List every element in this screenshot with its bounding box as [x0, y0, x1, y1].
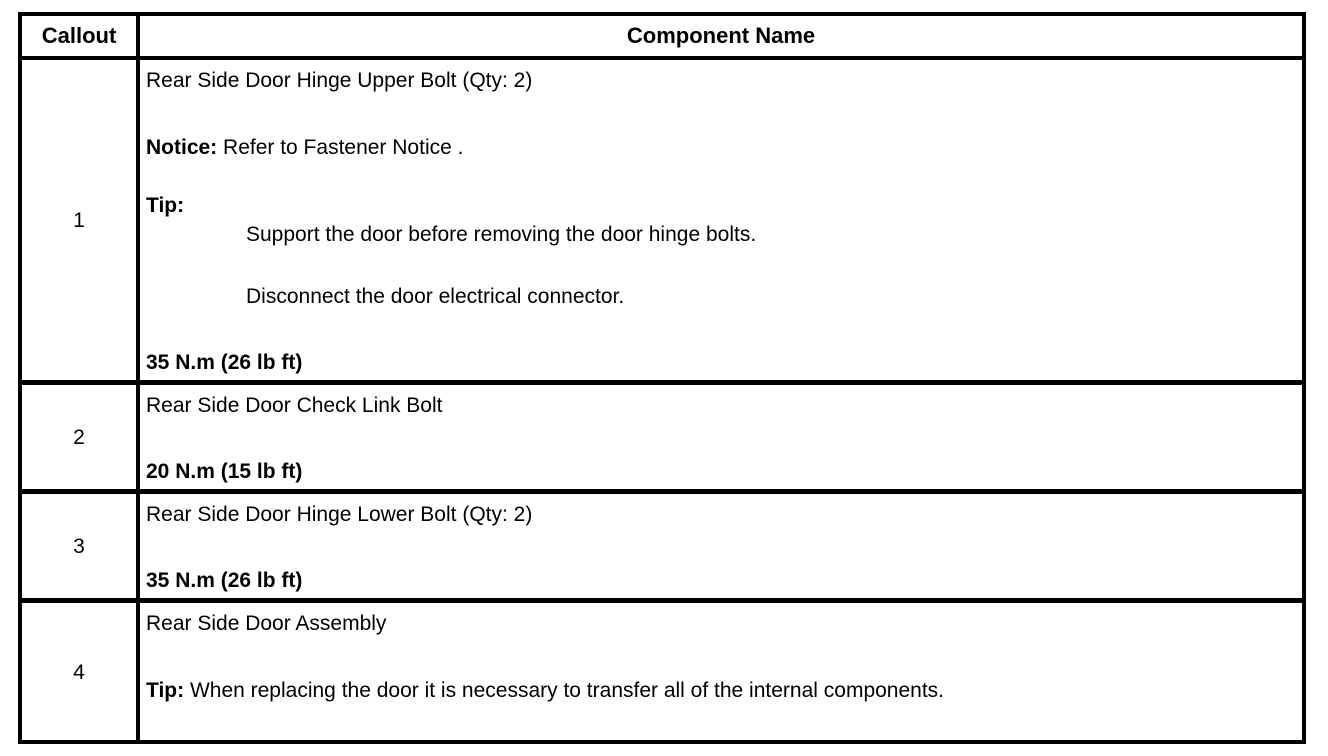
- row-3-callout: 3: [73, 535, 85, 558]
- row-3-name: Rear Side Door Hinge Lower Bolt (Qty: 2): [146, 503, 533, 526]
- row-divider: [22, 489, 1302, 494]
- tip-text: When replacing the door it is necessary to transfer all of the internal components.: [184, 679, 945, 702]
- row-1-callout: 1: [73, 209, 85, 232]
- header-component-name: Component Name: [626, 23, 816, 48]
- header-callout: Callout: [41, 23, 117, 48]
- component-table: [18, 12, 1306, 744]
- header-divider: [22, 56, 1302, 60]
- row-1-tip-2: Disconnect the door electrical connector.: [246, 285, 625, 308]
- row-4-tip: [146, 679, 944, 703]
- notice-label: Notice:: [146, 136, 218, 159]
- column-divider: [136, 16, 140, 740]
- row-3-torque: 35 N.m (26 lb ft): [146, 569, 303, 592]
- row-1-tip-label: Tip:: [146, 194, 185, 217]
- row-2-torque: 20 N.m (15 lb ft): [146, 460, 303, 483]
- row-divider: [22, 598, 1302, 603]
- notice-text: Refer to Fastener Notice .: [217, 136, 464, 159]
- row-1-tip-1: Support the door before removing the door hinge bolts.: [246, 223, 757, 246]
- row-2-name: Rear Side Door Check Link Bolt: [146, 394, 443, 417]
- tip-label: Tip:: [146, 679, 185, 702]
- row-4-name: Rear Side Door Assembly: [146, 612, 387, 635]
- row-1-notice: [146, 136, 463, 160]
- row-divider: [22, 380, 1302, 385]
- row-4-callout: 4: [73, 661, 85, 684]
- row-1-torque: 35 N.m (26 lb ft): [146, 351, 303, 374]
- row-1-name: Rear Side Door Hinge Upper Bolt (Qty: 2): [146, 69, 533, 92]
- row-2-callout: 2: [73, 426, 85, 449]
